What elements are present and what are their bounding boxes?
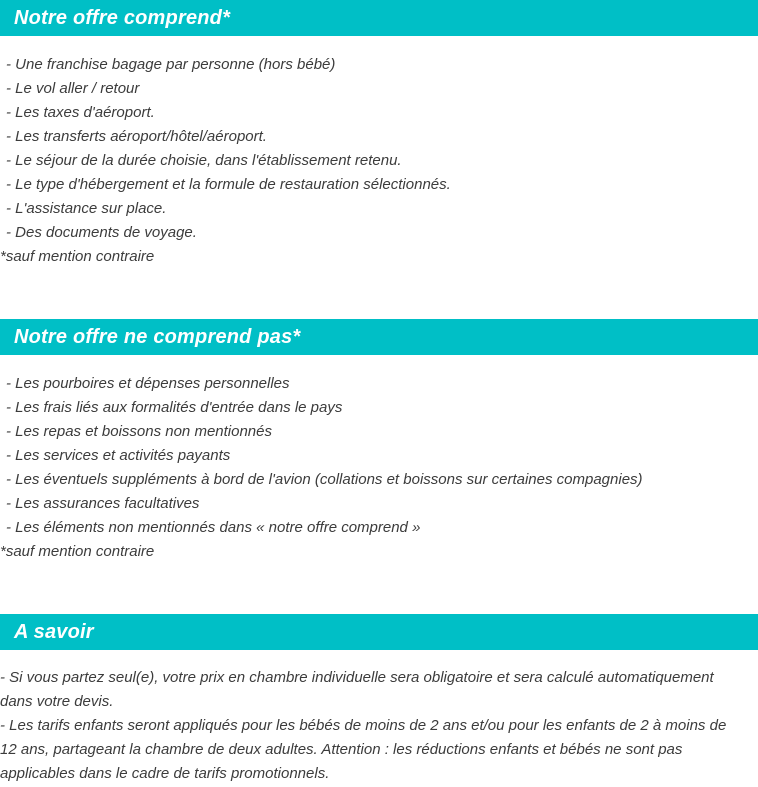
section-body (0, 36, 758, 269)
paragraph: - Les tarifs enfants seront appliqués pour les bébés de moins de 2 ans et/ou pour les enfants de 2 à moins de 12 ans, partageant la chambre de deux adultes. Attention : les réductions enfants et bébés ne sont pas applicables dans le cadre de tarifs promotionnels. (0, 717, 727, 782)
section-title: A savoir (14, 620, 94, 643)
section-offer-excludes (0, 319, 758, 564)
list-item: - Les transferts aéroport/hôtel/aéroport. (6, 128, 267, 145)
list-item: - Le vol aller / retour (6, 80, 140, 97)
section-title: Notre offre comprend* (14, 6, 231, 29)
section-header (0, 614, 758, 650)
section-good-to-know (0, 614, 758, 786)
list-item: - Les frais liés aux formalités d'entrée dans le pays (6, 399, 343, 416)
list-item: - Les assurances facultatives (6, 495, 200, 512)
list-item: - Le type d'hébergement et la formule de restauration sélectionnés. (6, 176, 451, 193)
list-item: - L'assistance sur place. (6, 200, 167, 217)
list-item: - Les éléments non mentionnés dans « notre offre comprend » (6, 519, 421, 536)
section-title: Notre offre ne comprend pas* (14, 325, 301, 348)
list-item: - Le séjour de la durée choisie, dans l'établissement retenu. (6, 152, 402, 169)
list-item: - Les repas et boissons non mentionnés (6, 423, 272, 440)
list-item: - Les taxes d'aéroport. (6, 104, 155, 121)
paragraph: - Si vous partez seul(e), votre prix en chambre individuelle sera obligatoire et sera calculé automatiquement dans votre devis. (0, 669, 714, 710)
list-item: - Une franchise bagage par personne (hors bébé) (6, 56, 336, 73)
section-offer-includes (0, 0, 758, 269)
section-body (0, 355, 758, 564)
section-header (0, 0, 758, 36)
list-item: - Les pourboires et dépenses personnelles (6, 375, 290, 392)
section-header (0, 319, 758, 355)
list-item: - Des documents de voyage. (6, 224, 197, 241)
footnote: *sauf mention contraire (0, 543, 155, 560)
list-item: - Les éventuels suppléments à bord de l'avion (collations et boissons sur certaines compagnies) (6, 471, 643, 488)
footnote: *sauf mention contraire (0, 248, 155, 265)
section-body (0, 650, 758, 786)
list-item: - Les services et activités payants (6, 447, 231, 464)
